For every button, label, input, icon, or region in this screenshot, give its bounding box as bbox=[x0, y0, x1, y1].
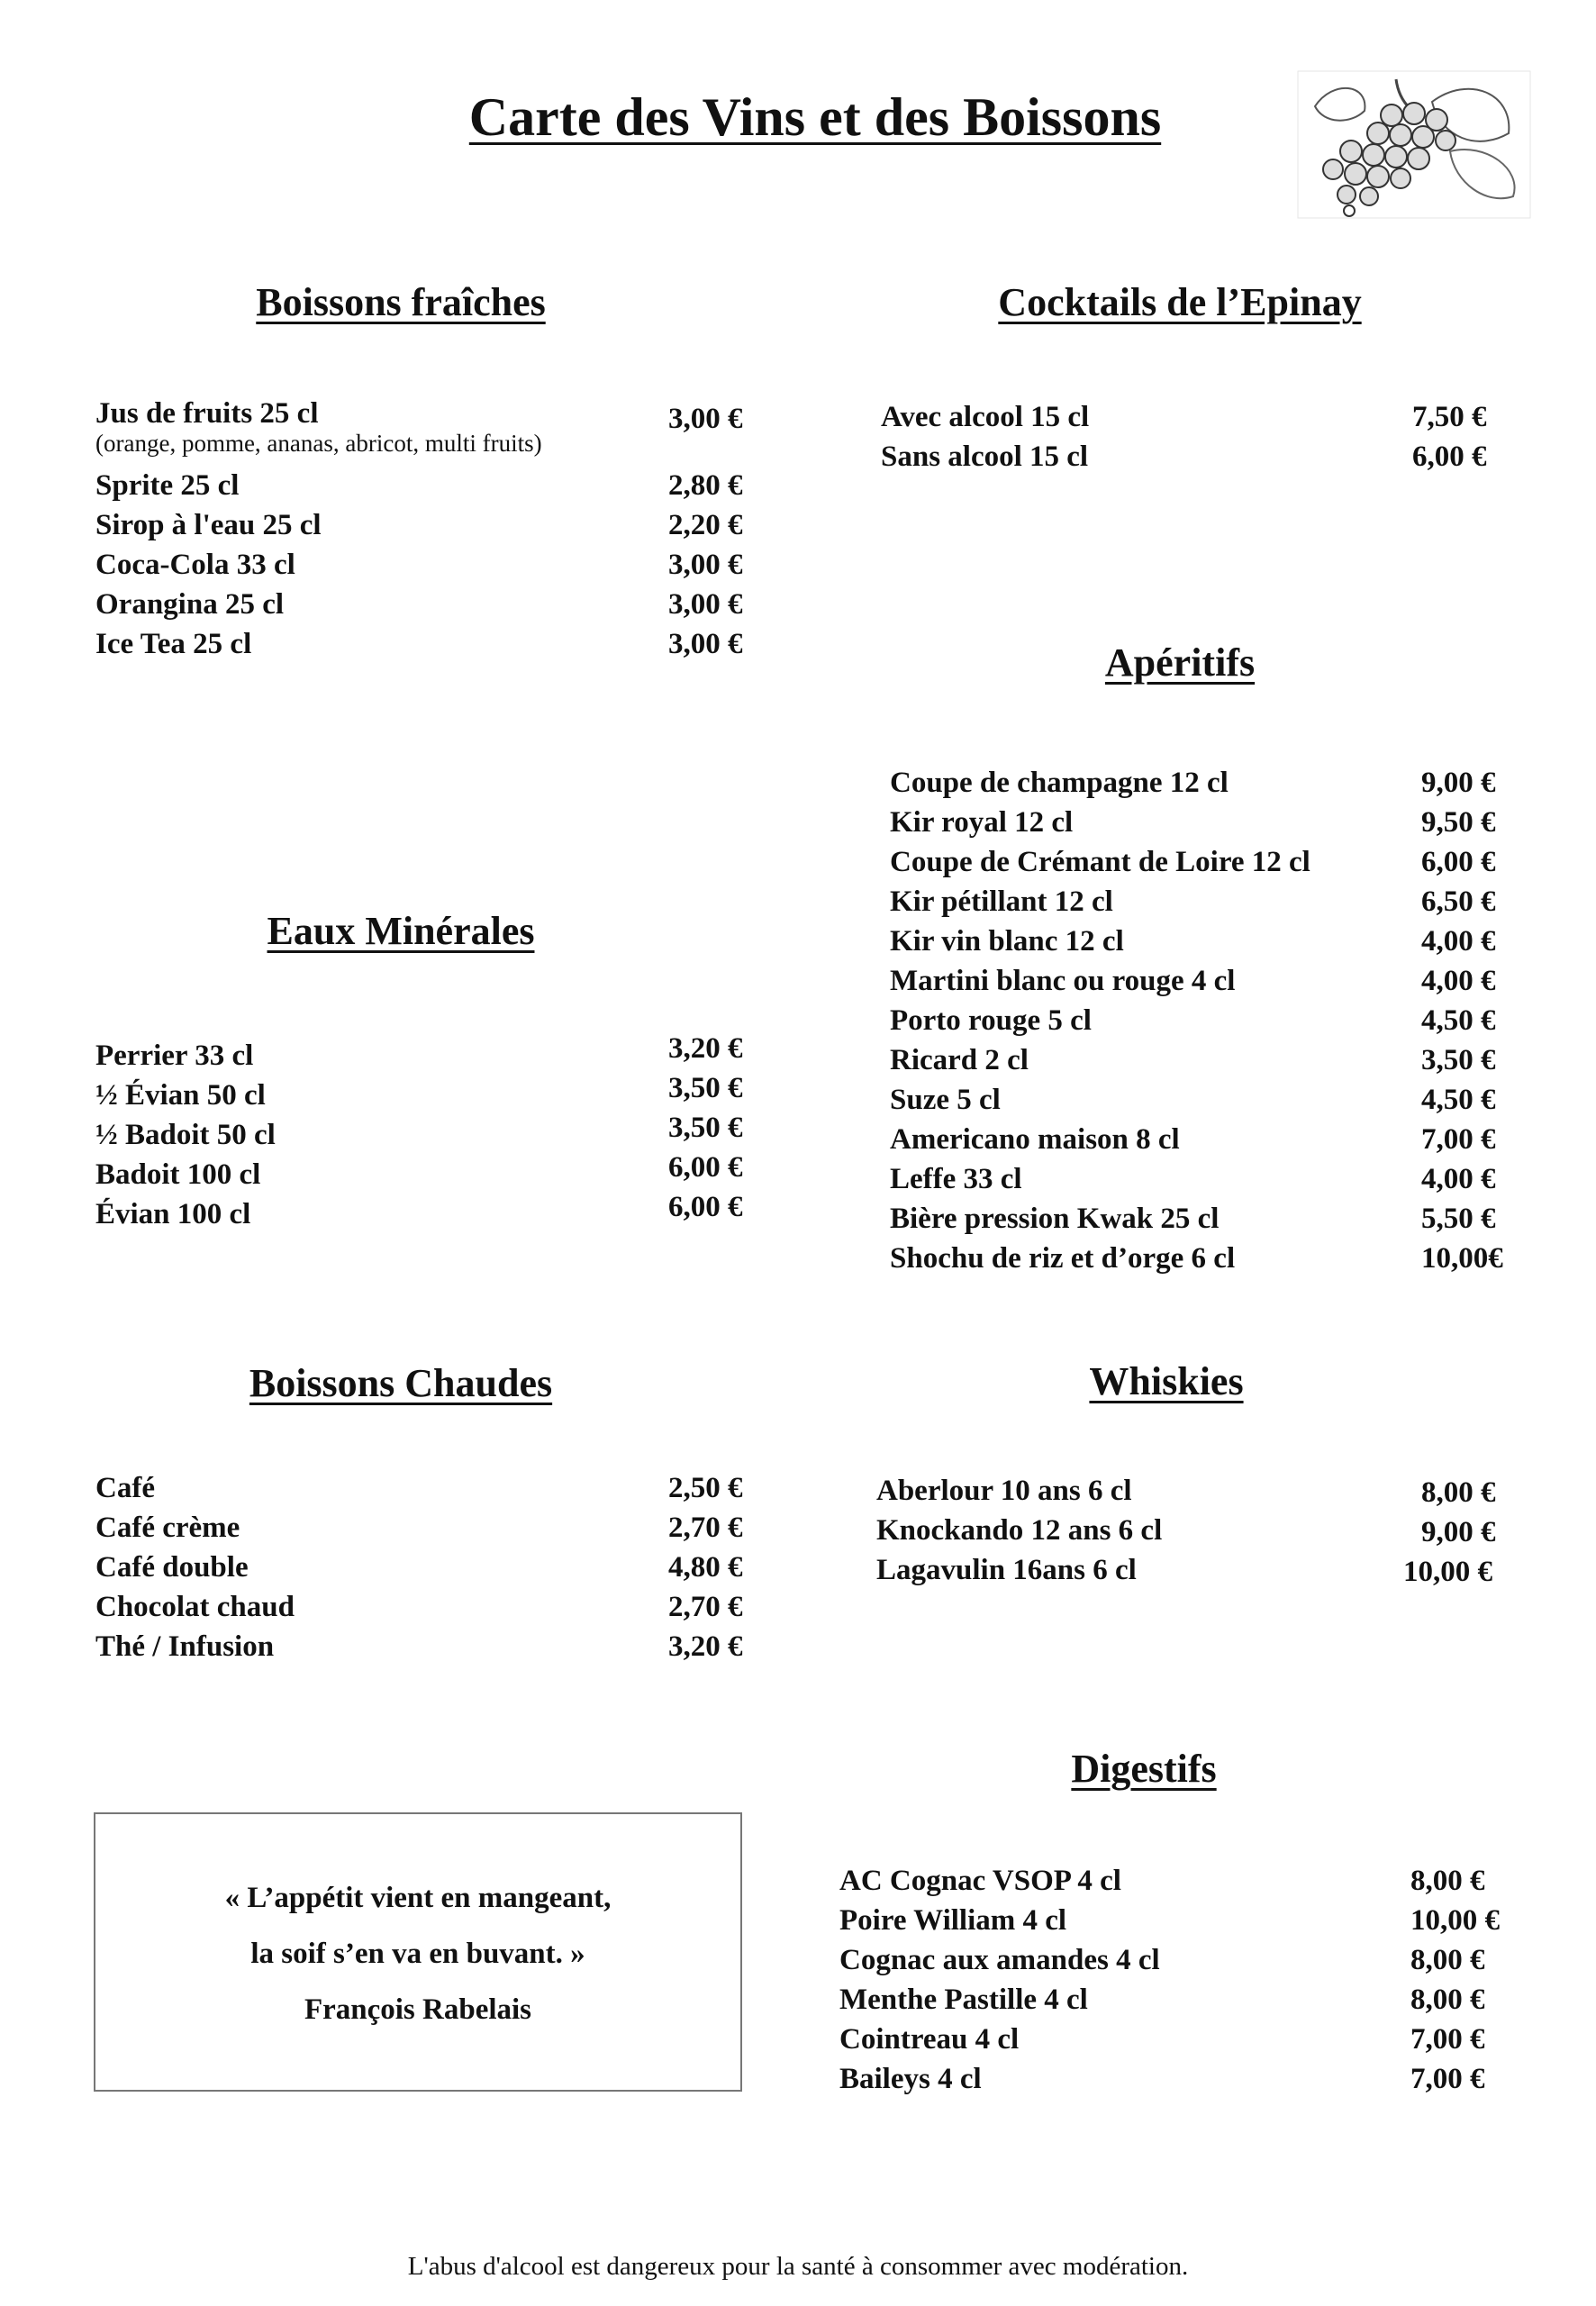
item-name: Aberlour 10 ans 6 cl bbox=[876, 1475, 1132, 1507]
item-price: 10,00 € bbox=[1410, 1904, 1500, 1937]
item-name: ½ Évian 50 cl bbox=[95, 1079, 266, 1112]
item-name: Sprite 25 cl bbox=[95, 469, 240, 502]
list-item bbox=[839, 2020, 1524, 2059]
list-item bbox=[839, 2059, 1524, 2099]
item-name: Suze 5 cl bbox=[890, 1084, 1001, 1116]
item-price: 7,00 € bbox=[1410, 2063, 1485, 2095]
item-name: Sans alcool 15 cl bbox=[881, 440, 1089, 473]
list-item bbox=[95, 1191, 780, 1234]
list-item bbox=[890, 842, 1520, 882]
section-title-boissons-chaudes: Boissons Chaudes bbox=[249, 1361, 553, 1405]
item-name: Café bbox=[95, 1472, 155, 1504]
item-name: Menthe Pastille 4 cl bbox=[839, 1984, 1088, 2016]
quote-line-2: la soif s’en va en buvant. » bbox=[250, 1938, 585, 1970]
item-price: 6,00 € bbox=[1421, 846, 1496, 878]
item-price: 3,00 € bbox=[668, 588, 743, 621]
item-name: Kir royal 12 cl bbox=[890, 806, 1074, 839]
item-price: 4,50 € bbox=[1421, 1004, 1496, 1037]
list-item bbox=[95, 545, 780, 585]
item-name: Coupe de Crémant de Loire 12 cl bbox=[890, 846, 1310, 878]
item-price: 6,00 € bbox=[668, 1191, 743, 1223]
list-item bbox=[890, 1159, 1520, 1199]
list-item bbox=[876, 1471, 1507, 1511]
list-item bbox=[839, 1861, 1524, 1901]
item-price: 2,70 € bbox=[668, 1591, 743, 1623]
item-name: Café crème bbox=[95, 1512, 240, 1544]
item-name: Avec alcool 15 cl bbox=[881, 401, 1090, 433]
item-name: Sirop à l'eau 25 cl bbox=[95, 509, 322, 541]
quote-author: François Rabelais bbox=[304, 1993, 532, 2026]
item-name: Perrier 33 cl bbox=[95, 1040, 254, 1072]
list-item bbox=[95, 394, 780, 435]
list-item bbox=[839, 1940, 1524, 1980]
item-name: Poire William 4 cl bbox=[839, 1904, 1067, 1937]
item-price: 10,00€ bbox=[1421, 1242, 1503, 1275]
list-item bbox=[890, 803, 1520, 842]
list-eaux-minerales bbox=[95, 1032, 780, 1234]
section-title-cocktails: Cocktails de l’Epinay bbox=[998, 280, 1362, 324]
item-price: 9,00 € bbox=[1421, 767, 1496, 799]
section-title-digestifs: Digestifs bbox=[1071, 1747, 1217, 1791]
list-item bbox=[890, 1040, 1520, 1080]
section-title-aperitifs: Apéritifs bbox=[1104, 640, 1256, 685]
list-item bbox=[890, 763, 1520, 803]
item-price: 3,00 € bbox=[668, 403, 743, 435]
item-price: 4,00 € bbox=[1421, 1163, 1496, 1195]
item-name: Coupe de champagne 12 cl bbox=[890, 767, 1229, 799]
item-price: 4,00 € bbox=[1421, 925, 1496, 958]
list-item bbox=[890, 961, 1520, 1001]
item-price: 3,20 € bbox=[668, 1032, 743, 1065]
item-name: Badoit 100 cl bbox=[95, 1158, 261, 1191]
item-price: 4,50 € bbox=[1421, 1084, 1496, 1116]
item-name: Knockando 12 ans 6 cl bbox=[876, 1514, 1163, 1547]
item-name: Évian 100 cl bbox=[95, 1198, 251, 1230]
item-name: Lagavulin 16ans 6 cl bbox=[876, 1554, 1137, 1586]
grapes-icon bbox=[1297, 70, 1531, 219]
list-item bbox=[890, 1120, 1520, 1159]
item-price: 6,00 € bbox=[668, 1151, 743, 1184]
list-boissons-chaudes bbox=[95, 1468, 780, 1666]
item-price: 10,00 € bbox=[1403, 1556, 1492, 1588]
item-name: Martini blanc ou rouge 4 cl bbox=[890, 965, 1236, 997]
item-price: 3,50 € bbox=[668, 1112, 743, 1144]
page-title: Carte des Vins et des Boissons bbox=[468, 87, 1162, 147]
item-name: Baileys 4 cl bbox=[839, 2063, 982, 2095]
list-whiskies bbox=[876, 1471, 1507, 1590]
item-name: Cointreau 4 cl bbox=[839, 2023, 1020, 2056]
item-price: 2,80 € bbox=[668, 469, 743, 502]
item-name: Kir vin blanc 12 cl bbox=[890, 925, 1124, 958]
list-item bbox=[95, 1468, 780, 1508]
item-price: 3,50 € bbox=[1421, 1044, 1496, 1076]
item-price: 4,80 € bbox=[668, 1551, 743, 1584]
item-name: Americano maison 8 cl bbox=[890, 1123, 1180, 1156]
list-item bbox=[95, 1587, 780, 1627]
item-price: 8,00 € bbox=[1421, 1476, 1496, 1509]
list-item bbox=[890, 921, 1520, 961]
list-item bbox=[876, 1511, 1507, 1550]
item-name: Kir pétillant 12 cl bbox=[890, 885, 1113, 918]
quote-line-1: « L’appétit vient en mangeant, bbox=[224, 1882, 612, 1914]
item-price: 2,20 € bbox=[668, 509, 743, 541]
section-title-whiskies: Whiskies bbox=[1089, 1359, 1244, 1403]
list-item bbox=[839, 1980, 1524, 2020]
list-item bbox=[95, 1548, 780, 1587]
section-title-boissons-fraiches: Boissons fraîches bbox=[256, 280, 546, 324]
list-item bbox=[839, 1901, 1524, 1940]
list-item bbox=[95, 624, 780, 664]
item-price: 7,50 € bbox=[1412, 401, 1487, 433]
item-price: 3,00 € bbox=[668, 549, 743, 581]
list-item bbox=[881, 437, 1511, 477]
item-price: 5,50 € bbox=[1421, 1203, 1496, 1235]
item-name: Jus de fruits 25 cl bbox=[95, 397, 319, 430]
item-price: 3,20 € bbox=[668, 1630, 743, 1663]
list-item bbox=[95, 1508, 780, 1548]
section-title-eaux-minerales: Eaux Minérales bbox=[267, 909, 535, 953]
list-item bbox=[890, 1001, 1520, 1040]
item-price: 8,00 € bbox=[1410, 1944, 1485, 1976]
list-cocktails bbox=[881, 397, 1511, 477]
item-name: ½ Badoit 50 cl bbox=[95, 1119, 276, 1151]
list-digestifs bbox=[839, 1861, 1524, 2099]
item-price: 8,00 € bbox=[1410, 1865, 1485, 1897]
list-item bbox=[890, 882, 1520, 921]
item-price: 9,00 € bbox=[1421, 1516, 1496, 1548]
item-name: Coca-Cola 33 cl bbox=[95, 549, 295, 581]
item-name: Chocolat chaud bbox=[95, 1591, 295, 1623]
item-note: (orange, pomme, ananas, abricot, multi fruits) bbox=[95, 430, 542, 457]
item-price: 2,70 € bbox=[668, 1512, 743, 1544]
item-price: 7,00 € bbox=[1410, 2023, 1485, 2056]
list-item bbox=[95, 466, 780, 505]
footer-disclaimer: L'abus d'alcool est dangereux pour la santé à consommer avec modération. bbox=[407, 2252, 1189, 2281]
item-price: 6,00 € bbox=[1412, 440, 1487, 473]
list-aperitifs bbox=[890, 763, 1520, 1278]
item-price: 9,50 € bbox=[1421, 806, 1496, 839]
item-price: 6,50 € bbox=[1421, 885, 1496, 918]
list-item bbox=[881, 397, 1511, 437]
list-item bbox=[95, 585, 780, 624]
item-name: Shochu de riz et d’orge 6 cl bbox=[890, 1242, 1236, 1275]
item-name: Ricard 2 cl bbox=[890, 1044, 1029, 1076]
item-name: Leffe 33 cl bbox=[890, 1163, 1022, 1195]
item-price: 3,50 € bbox=[668, 1072, 743, 1104]
item-name: Porto rouge 5 cl bbox=[890, 1004, 1092, 1037]
list-item bbox=[95, 1627, 780, 1666]
list-item bbox=[876, 1550, 1507, 1590]
quote-box bbox=[94, 1812, 742, 2092]
item-price: 7,00 € bbox=[1421, 1123, 1496, 1156]
item-price: 3,00 € bbox=[668, 628, 743, 660]
list-boissons-fraiches bbox=[95, 394, 780, 664]
list-item bbox=[890, 1199, 1520, 1239]
item-name: Ice Tea 25 cl bbox=[95, 628, 252, 660]
item-name: Orangina 25 cl bbox=[95, 588, 285, 621]
item-name: Thé / Infusion bbox=[95, 1630, 275, 1663]
item-price: 8,00 € bbox=[1410, 1984, 1485, 2016]
item-price: 2,50 € bbox=[668, 1472, 743, 1504]
item-name: Cognac aux amandes 4 cl bbox=[839, 1944, 1160, 1976]
list-item bbox=[890, 1080, 1520, 1120]
list-item bbox=[890, 1239, 1520, 1278]
item-name: Bière pression Kwak 25 cl bbox=[890, 1203, 1220, 1235]
list-item bbox=[95, 505, 780, 545]
item-price: 4,00 € bbox=[1421, 965, 1496, 997]
item-name: AC Cognac VSOP 4 cl bbox=[839, 1865, 1121, 1897]
item-name: Café double bbox=[95, 1551, 249, 1584]
